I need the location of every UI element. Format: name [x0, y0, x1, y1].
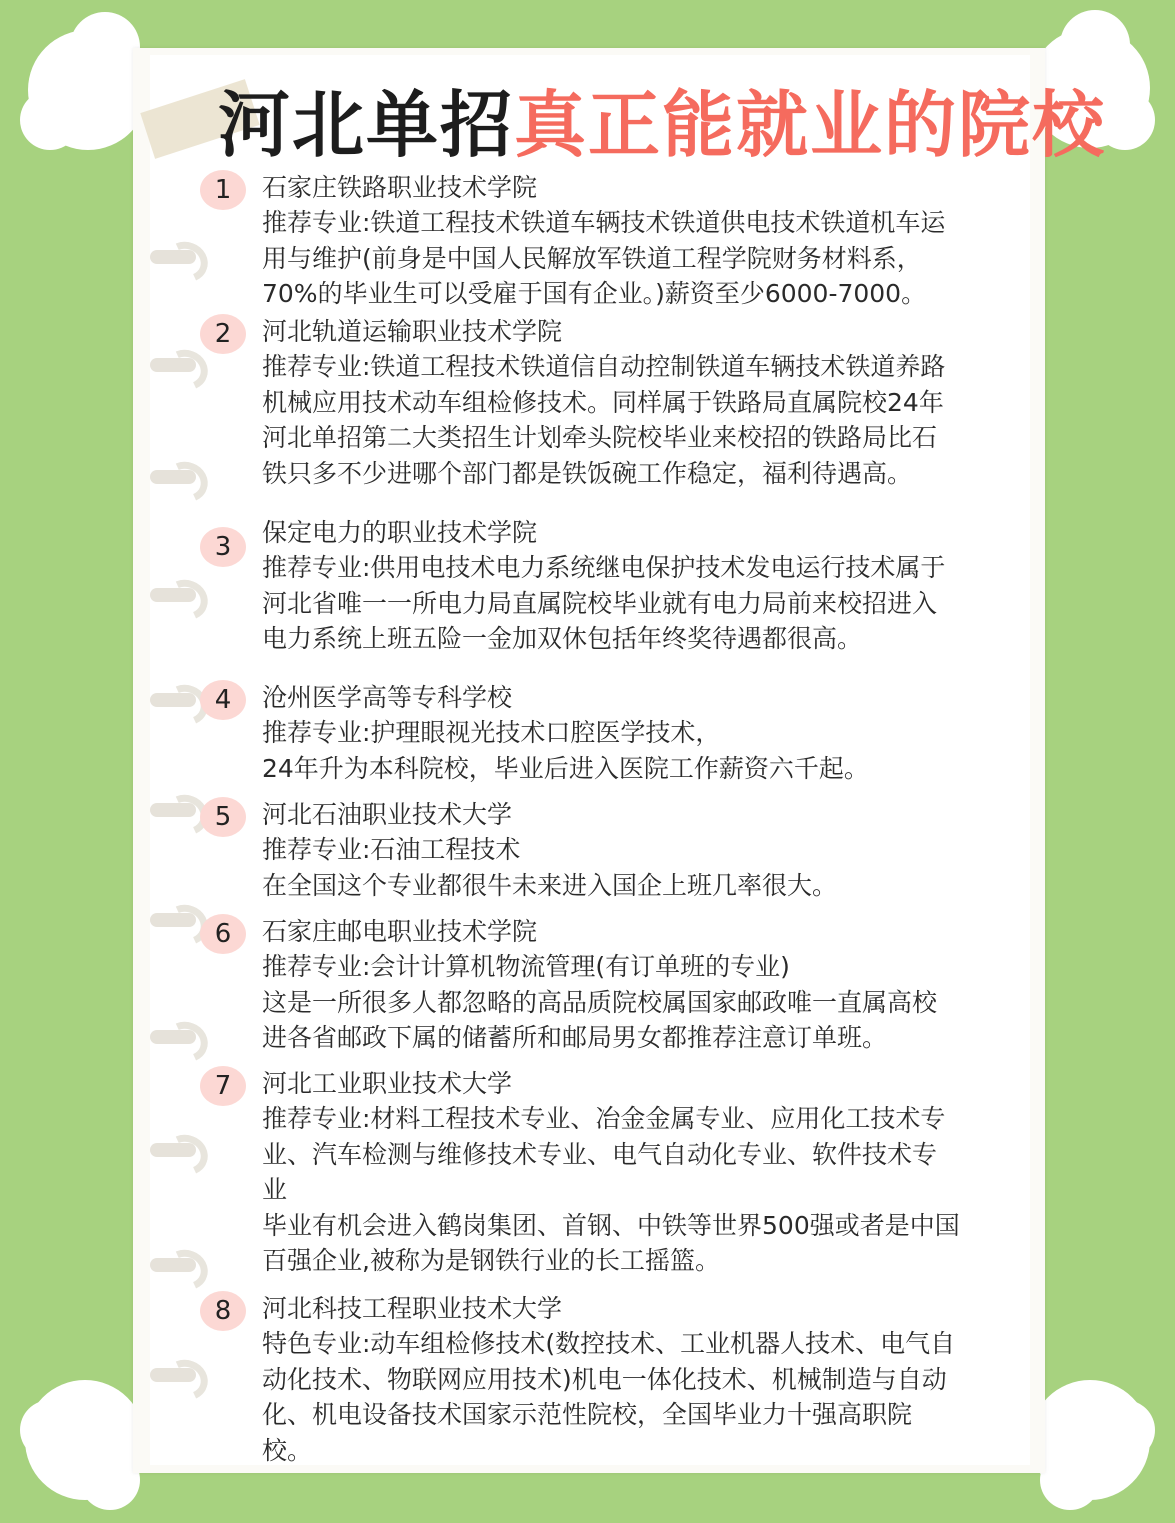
cloud-decoration: [20, 90, 80, 150]
spiral-ring: [150, 580, 212, 620]
description-line: 河北省唯一一所电力局直属院校毕业就有电力局前来校招进入: [262, 588, 938, 618]
spiral-ring: [150, 1135, 212, 1175]
description-line: 推荐专业:材料工程技术专业、冶金金属专业、应用化工技术专: [262, 1104, 946, 1133]
item-body: [262, 680, 1007, 786]
title-part-black: 河北单招: [218, 83, 515, 167]
item-number-badge: 4: [200, 680, 246, 720]
item-description: [262, 205, 1007, 312]
description-line: 在全国这个专业都很牛未来进入国企上班几率很大。: [262, 870, 838, 900]
description-line: 推荐专业:供用电技术电力系统继电保护技术发电运行技术属于: [262, 553, 946, 582]
description-line: 推荐专业:石油工程技术: [262, 835, 521, 864]
item-body: [262, 1291, 1007, 1468]
cloud-decoration: [80, 1450, 140, 1510]
spiral-ring: [150, 462, 212, 502]
school-name: 河北工业职业技术大学: [262, 1069, 513, 1098]
cloud-decoration: [1095, 1400, 1155, 1460]
cloud-decoration: [1060, 10, 1130, 80]
description-line: 毕业有机会进入鹤岗集团、首钢、中铁等世界500强或者是中国: [262, 1210, 960, 1240]
item-body: [262, 1066, 1007, 1279]
description-line: 铁只多不少进哪个部门都是铁饭碗工作稳定，福利待遇高。: [262, 458, 913, 488]
cloud-decoration: [70, 12, 140, 82]
item-body: [262, 314, 1007, 491]
description-line: 校。: [262, 1435, 313, 1465]
description-line: 推荐专业:护理眼视光技术口腔医学技术，: [262, 718, 721, 747]
item-number-badge: 5: [200, 797, 246, 837]
item-description: [262, 349, 1007, 491]
item-number-badge: 3: [200, 527, 246, 567]
item-body: [262, 170, 1007, 312]
description-line: 推荐专业:会计计算机物流管理(有订单班的专业): [262, 952, 790, 981]
description-line: 推荐专业:铁道工程技术铁道信自动控制铁道车辆技术铁道养路: [262, 352, 946, 381]
school-name: 石家庄铁路职业技术学院: [262, 173, 538, 202]
spiral-ring: [150, 1022, 212, 1062]
item-number-badge: 2: [200, 314, 246, 354]
description-line: 特色专业:动车组检修技术(数控技术、工业机器人技术、电气自: [262, 1329, 956, 1358]
item-number-badge: 7: [200, 1066, 246, 1106]
cloud-decoration: [20, 1400, 80, 1460]
description-line: 业、汽车检测与维修技术专业、电气自动化专业、软件技术专: [262, 1139, 938, 1169]
item-body: [262, 914, 1007, 1056]
cloud-decoration: [1040, 1450, 1100, 1510]
title-part-red: 真正能就业的院校: [514, 83, 1107, 167]
item-number-badge: 8: [200, 1291, 246, 1331]
spiral-ring: [150, 350, 212, 390]
description-line: 推荐专业:铁道工程技术铁道车辆技术铁道供电技术铁道机车运: [262, 208, 946, 237]
description-line: 动化技术、物联网应用技术)机电一体化技术、机械制造与自动: [262, 1364, 947, 1394]
description-line: 24年升为本科院校，毕业后进入医院工作薪资六千起。: [262, 753, 869, 783]
school-name: 河北石油职业技术大学: [262, 800, 513, 829]
item-body: [262, 515, 1007, 657]
spiral-ring: [150, 1250, 212, 1290]
item-number-badge: 6: [200, 914, 246, 954]
school-name: 沧州医学高等专科学校: [262, 683, 513, 712]
description-line: 进各省邮政下属的储蓄所和邮局男女都推荐注意订单班。: [262, 1023, 888, 1052]
description-line: 电力系统上班五险一金加双休包括年终奖待遇都很高。: [262, 624, 863, 653]
item-description: [262, 832, 1007, 903]
description-line: 河北单招第二大类招生计划牵头院校毕业来校招的铁路局比石: [262, 423, 938, 452]
description-line: 化、机电设备技术国家示范性院校，全国毕业力十强高职院: [262, 1400, 913, 1429]
item-description: [262, 1101, 1007, 1279]
school-name: 石家庄邮电职业技术学院: [262, 917, 538, 946]
page-title: [218, 82, 1106, 168]
description-line: 机械应用技术动车组检修技术。同样属于铁路局直属院校24年: [262, 387, 944, 417]
description-line: 用与维护(前身是中国人民解放军铁道工程学院财务材料系，: [262, 243, 922, 273]
school-name: 河北轨道运输职业技术学院: [262, 317, 563, 346]
item-number-badge: 1: [200, 170, 246, 210]
spiral-ring: [150, 242, 212, 282]
description-line: 业: [262, 1175, 288, 1204]
description-line: 百强企业,被称为是钢铁行业的长工摇篮。: [262, 1246, 720, 1275]
spiral-ring: [150, 1360, 212, 1400]
school-name: 河北科技工程职业技术大学: [262, 1294, 563, 1323]
school-name: 保定电力的职业技术学院: [262, 518, 538, 547]
item-body: [262, 797, 1007, 903]
description-line: 70%的毕业生可以受雇于国有企业。)薪资至少6000-7000。: [262, 279, 927, 308]
item-description: [262, 550, 1007, 657]
description-line: 这是一所很多人都忽略的高品质院校属国家邮政唯一直属高校: [262, 987, 938, 1017]
item-description: [262, 1326, 1007, 1468]
item-description: [262, 715, 1007, 786]
item-description: [262, 949, 1007, 1056]
